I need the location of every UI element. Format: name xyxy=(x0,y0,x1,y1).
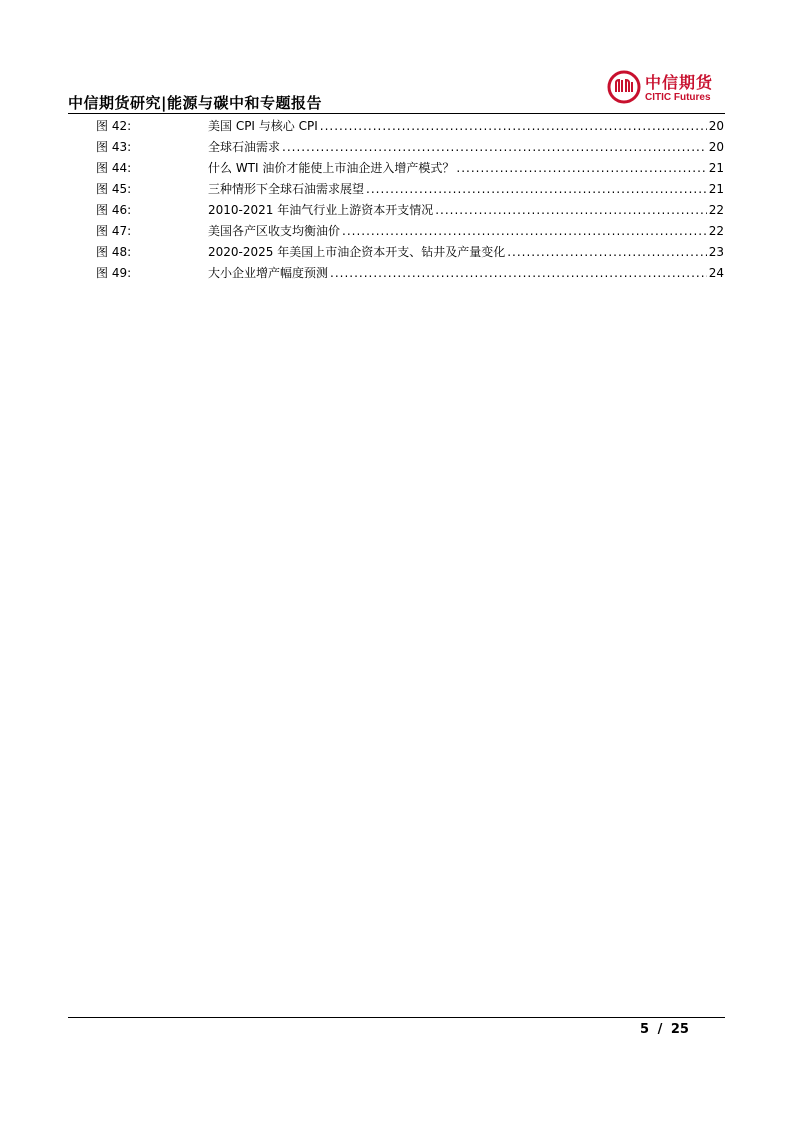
logo-english-name: CITIC Futures xyxy=(645,92,711,103)
toc-entry[interactable] xyxy=(96,117,724,138)
dot-leader xyxy=(282,140,707,154)
figure-page: 23 xyxy=(708,245,724,259)
dot-leader xyxy=(435,203,706,217)
dot-leader xyxy=(456,161,706,175)
figure-page: 22 xyxy=(708,224,724,238)
figure-number: 图 43: xyxy=(96,140,132,154)
page-number: 5 / 25 xyxy=(640,1022,689,1037)
figure-number: 图 44: xyxy=(96,161,132,175)
figure-number: 图 49: xyxy=(96,266,132,280)
figure-page: 21 xyxy=(708,182,724,196)
figure-title: 2020-2025 年美国上市油企资本开支、钻井及产量变化 xyxy=(208,245,506,259)
dot-leader xyxy=(342,224,707,238)
toc-entry[interactable] xyxy=(96,264,724,285)
figure-title: 三种情形下全球石油需求展望 xyxy=(208,182,365,196)
dot-leader xyxy=(330,266,707,280)
figure-number: 图 45: xyxy=(96,182,132,196)
header-divider xyxy=(68,113,725,114)
figure-number: 图 42: xyxy=(96,119,132,133)
figure-number: 图 47: xyxy=(96,224,132,238)
dot-leader xyxy=(320,119,707,133)
figure-page: 22 xyxy=(708,203,724,217)
citic-logo-icon xyxy=(607,70,641,104)
figure-number: 图 48: xyxy=(96,245,132,259)
toc-entry[interactable] xyxy=(96,243,724,264)
figure-page: 24 xyxy=(708,266,724,280)
toc-entry[interactable] xyxy=(96,180,724,201)
figure-title: 全球石油需求 xyxy=(208,140,281,154)
dot-leader xyxy=(507,245,706,259)
footer-divider xyxy=(68,1017,725,1018)
logo-chinese-name: 中信期货 xyxy=(645,73,714,92)
report-header-title: 中信期货研究|能源与碳中和专题报告 xyxy=(68,94,322,112)
toc-entry[interactable] xyxy=(96,138,724,159)
figure-number: 图 46: xyxy=(96,203,132,217)
toc-entry[interactable] xyxy=(96,201,724,222)
dot-leader xyxy=(366,182,707,196)
figure-title: 什么 WTI 油价才能使上市油企进入增产模式？ xyxy=(208,161,455,175)
figure-page: 20 xyxy=(708,140,724,154)
figure-title: 美国各产区收支均衡油价 xyxy=(208,224,341,238)
figure-title: 美国 CPI 与核心 CPI xyxy=(208,119,318,133)
figure-title: 2010-2021 年油气行业上游资本开支情况 xyxy=(208,203,434,217)
toc-entry[interactable] xyxy=(96,159,724,180)
figure-page: 21 xyxy=(708,161,724,175)
figure-list xyxy=(96,117,724,285)
toc-entry[interactable] xyxy=(96,222,724,243)
figure-title: 大小企业增产幅度预测 xyxy=(208,266,329,280)
figure-page: 20 xyxy=(708,119,724,133)
citic-futures-logo xyxy=(607,70,722,110)
